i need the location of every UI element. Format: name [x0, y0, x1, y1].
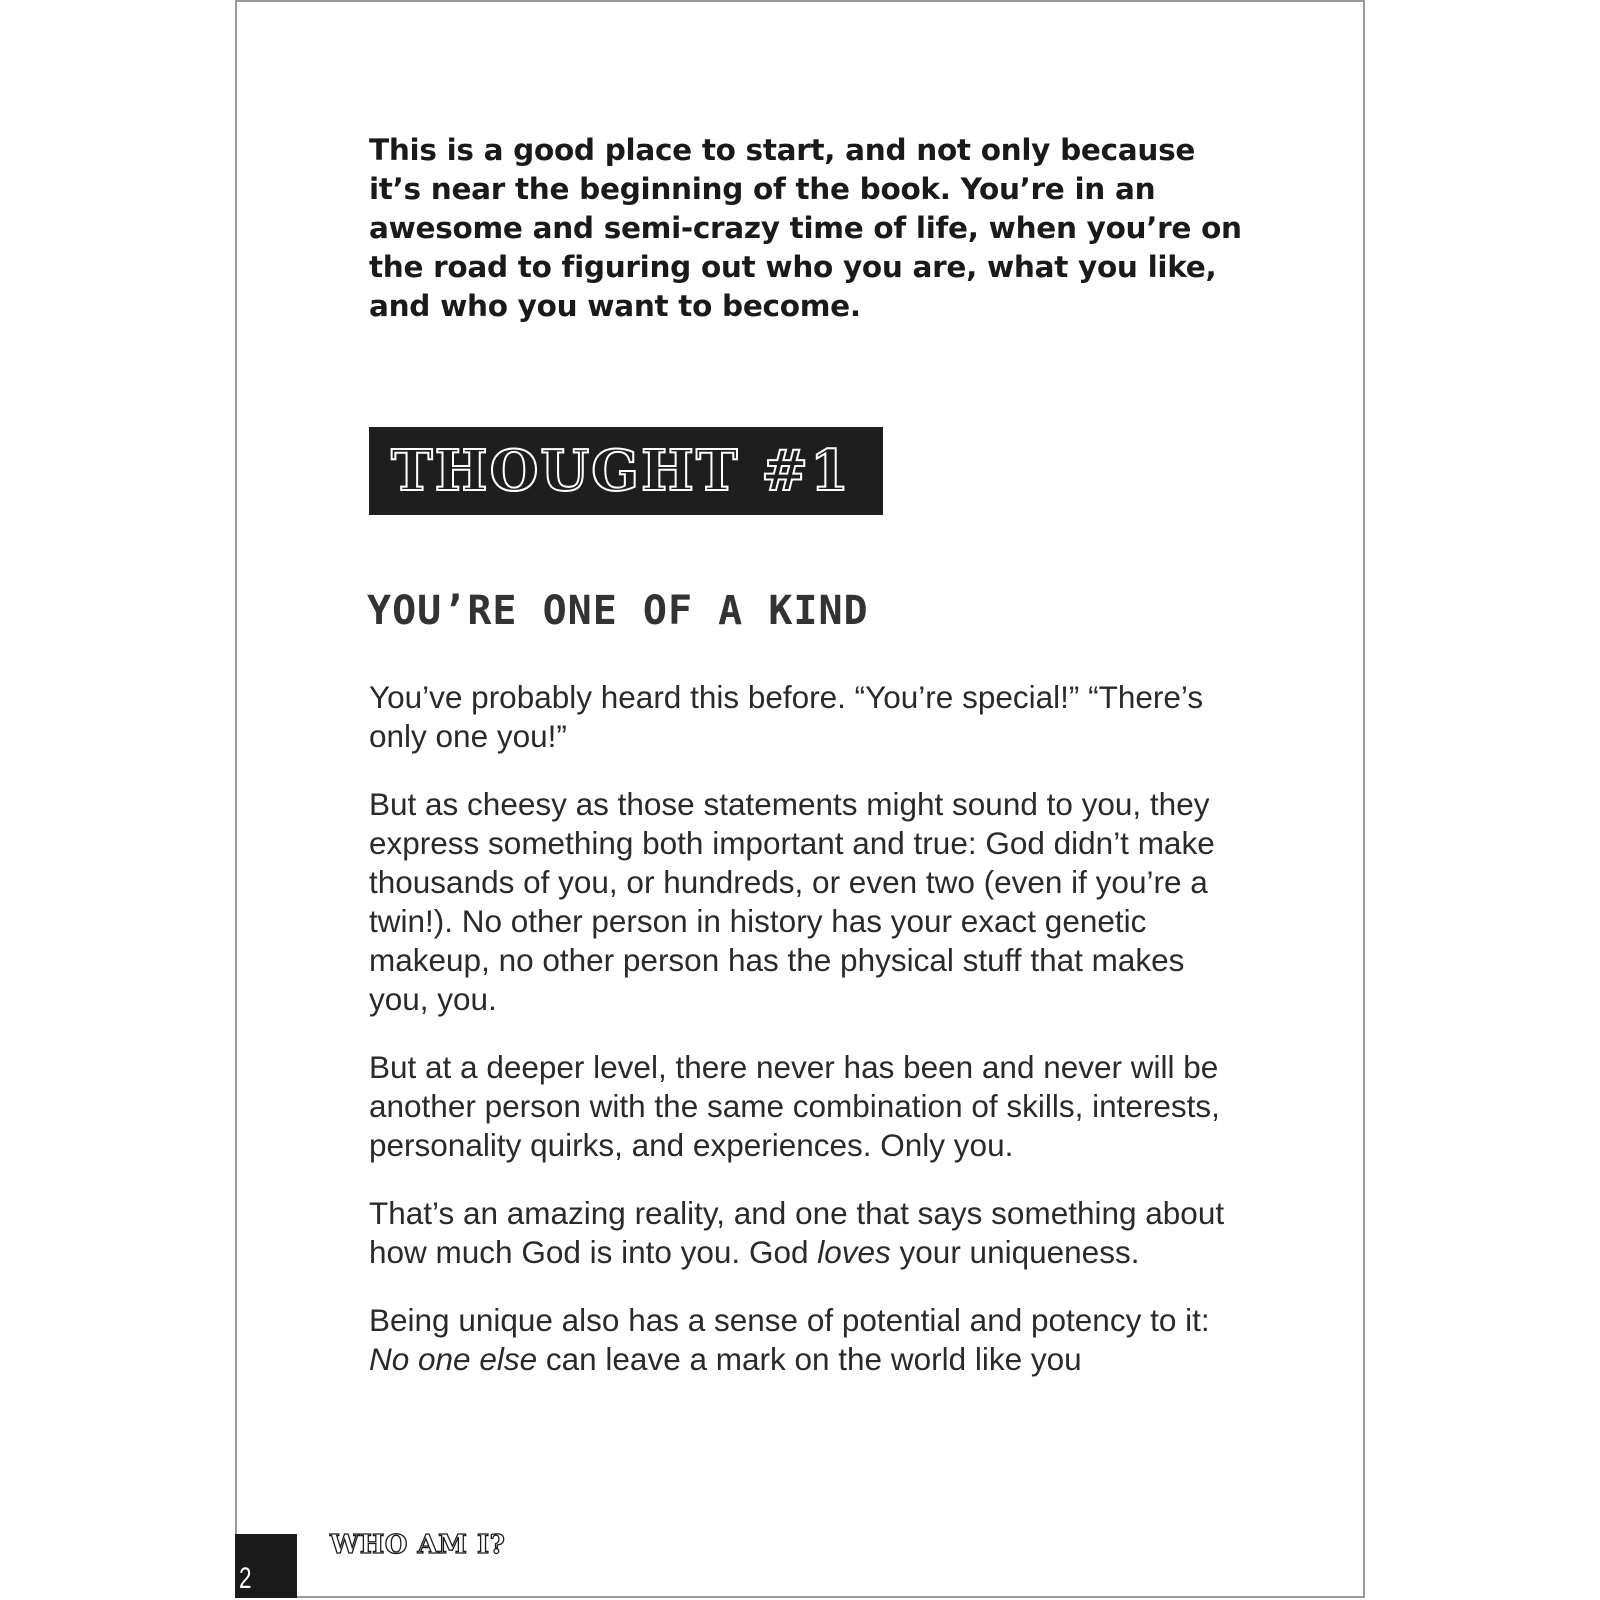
body-paragraph-5-emphasis: No one else	[369, 1341, 538, 1377]
body-paragraph-5-start: Being unique also has a sense of potential and potency to it:	[369, 1302, 1210, 1338]
body-paragraph-4-end: your uniqueness.	[890, 1234, 1140, 1270]
body-text	[369, 678, 1249, 1408]
section-heading: YOU’RE ONE OF A KIND	[367, 588, 869, 634]
body-paragraph-4	[369, 1194, 1249, 1272]
thought-banner	[369, 427, 883, 515]
page-number: 2	[239, 1562, 252, 1595]
body-paragraph-2: But as cheesy as those statements might sound to you, they express something both important and true: God didn’t make thousands of you, or hundreds, or even two (even if you’re a twin!). No other person in history has your exact genetic makeup, no other person has the physical stuff that makes you, you.	[369, 786, 1215, 1017]
running-head: WHO AM I?	[330, 1530, 506, 1560]
page-number-box	[235, 1534, 297, 1598]
body-paragraph-3: But at a deeper level, there never has been and never will be another person with the same combination of skills, interests, personality quirks, and experiences. Only you.	[369, 1049, 1220, 1163]
body-paragraph-5-end: can leave a mark on the world like you	[537, 1341, 1082, 1377]
intro-paragraph: This is a good place to start, and not only because it’s near the beginning of the book. You’re in an awesome and semi-crazy time of life, when you’re on the road to figuring out who you are, what you like, and who you want to become.	[369, 133, 1242, 323]
thought-banner-label: THOUGHT #1	[391, 438, 851, 504]
body-paragraph-4-emphasis: loves	[817, 1234, 891, 1270]
body-paragraph-5	[369, 1301, 1249, 1379]
body-paragraph-4-start: That’s an amazing reality, and one that says something about how much God is into you. God	[369, 1195, 1225, 1270]
body-paragraph-1: You’ve probably heard this before. “You’re special!” “There’s only one you!”	[369, 679, 1204, 754]
